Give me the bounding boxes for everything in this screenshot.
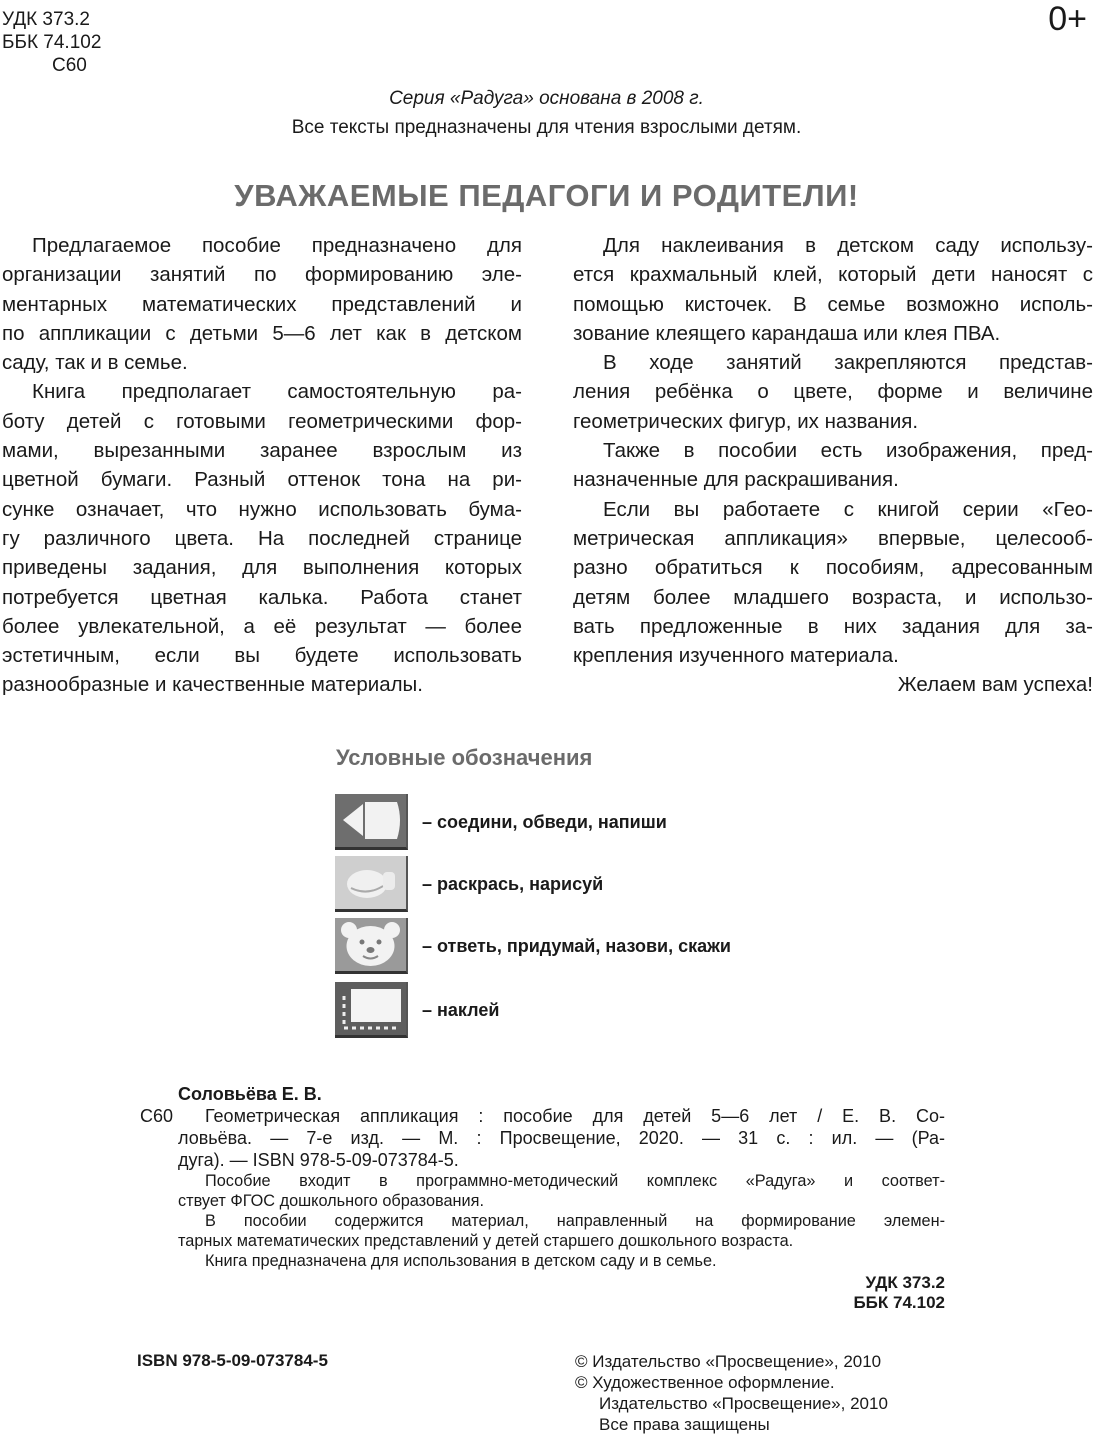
text-line: организации занятий по формированию эле- xyxy=(2,263,522,287)
paragraph xyxy=(2,231,522,377)
text-line: зование клеящего карандаша или клея ПВА. xyxy=(573,321,1001,345)
text-line: разно обратиться к пособиям, адресованным xyxy=(573,556,1093,580)
paragraph xyxy=(2,377,522,699)
author-mark: С60 xyxy=(140,1106,174,1126)
text-line: мами, вырезанными заранее взрослым из xyxy=(2,439,522,463)
legend-title: Условные обозначения xyxy=(336,745,593,770)
legend-item xyxy=(335,982,499,1038)
text-line: ментарных математических представлений и xyxy=(2,292,522,316)
annotation-line: Пособие входит в программно-методический комплекс «Радуга» и соответ- xyxy=(205,1172,945,1190)
text-line: приведены задания, для выполнения которых xyxy=(2,556,522,580)
text-line: по аппликации с детьми 5—6 лет как в детском xyxy=(2,321,522,345)
text-line: более увлекательной, а её результат — более xyxy=(2,614,522,638)
text-line: саду, так и в семье. xyxy=(2,351,188,375)
annotation-line: тарных математических представлений у детей старшего дошкольного возраста. xyxy=(178,1232,794,1250)
bib-line: ловьёва. — 7-е изд. — М. : Просвещение, 2020. — 31 с. : ил. — (Ра- xyxy=(178,1128,945,1148)
text-line: помощью кисточек. В семье возможно исполь- xyxy=(573,292,1093,316)
text-line: крепления изученного материала. xyxy=(573,644,899,668)
legend-label: – раскрась, нарисуй xyxy=(422,873,604,894)
paragraph xyxy=(573,348,1093,436)
annotation-line: ствует ФГОС дошкольного образования. xyxy=(178,1192,484,1210)
text-line: метрическая аппликация» впервые, целесооб- xyxy=(573,526,1093,550)
text-line: ется крахмальный клей, который дети наносят с xyxy=(573,263,1093,287)
bib-line: Геометрическая аппликация : пособие для детей 5—6 лет / Е. В. Со- xyxy=(205,1106,945,1126)
sticker-icon xyxy=(335,982,408,1038)
paragraph xyxy=(573,495,1093,671)
paint-palette-icon xyxy=(335,856,408,912)
udk-code: УДК 373.2 xyxy=(865,1273,945,1292)
annotation xyxy=(140,1171,945,1271)
bbk-code: ББК 74.102 xyxy=(2,32,102,53)
copyright-line: Издательство «Просвещение», 2010 xyxy=(599,1394,888,1413)
text-line: разнообразные и качественные материалы. xyxy=(2,673,423,697)
text-line: назначенные для раскрашивания. xyxy=(573,468,899,492)
bib-codes xyxy=(140,1273,945,1313)
text-line: потребуется цветная калька. Работа станет xyxy=(2,585,522,609)
legend-label: – наклей xyxy=(422,999,500,1020)
text-line: вать предложенные в них задания для за- xyxy=(573,614,1093,638)
text-line: сунке означает, что нужно использовать бума- xyxy=(2,497,522,521)
signoff: Желаем вам успеха! xyxy=(897,673,1093,697)
reading-note: Все тексты предназначены для чтения взрослыми детям. xyxy=(291,117,802,138)
text-line: В ходе занятий закрепляются представ- xyxy=(603,351,1093,375)
legend-item xyxy=(335,794,667,850)
text-line: боту детей с готовыми геометрическими фор- xyxy=(2,409,522,433)
bib-line: дуга). — ISBN 978-5-09-073784-5. xyxy=(178,1150,459,1170)
right-column xyxy=(573,231,1093,700)
legend-item xyxy=(335,918,731,974)
copyright-line: © Издательство «Просвещение», 2010 xyxy=(575,1352,882,1371)
copyright-line: Все права защищены xyxy=(599,1415,770,1434)
author-mark: С60 xyxy=(52,55,87,76)
bear-face-icon xyxy=(335,918,408,974)
text-line: ления ребёнка о цвете, форме и величине xyxy=(573,380,1093,404)
copyright-line: © Художественное оформление. xyxy=(575,1373,835,1392)
text-line: геометрических фигур, их названия. xyxy=(573,409,919,433)
text-line: Для наклеивания в детском саду использу- xyxy=(603,234,1093,257)
left-column xyxy=(2,231,522,700)
classification-codes xyxy=(2,8,101,77)
annotation-line: Книга предназначена для использования в детском саду и в семье. xyxy=(205,1252,717,1270)
age-rating: 0+ xyxy=(1048,0,1087,38)
text-line: эстетичным, если вы будете использовать xyxy=(2,644,522,668)
paragraph xyxy=(573,436,1093,495)
author-name: Соловьёва Е. В. xyxy=(178,1084,322,1104)
series-line: Серия «Радуга» основана в 2008 г. xyxy=(389,88,704,109)
page-title: УВАЖАЕМЫЕ ПЕДАГОГИ И РОДИТЕЛИ! xyxy=(234,178,859,213)
legend-label: – соедини, обведи, напиши xyxy=(422,811,667,832)
text-line: Также в пособии есть изображения, пред- xyxy=(603,439,1093,463)
series-info xyxy=(0,84,1093,142)
text-line: Книга предполагает самостоятельную ра- xyxy=(32,380,522,404)
isbn: ISBN 978-5-09-073784-5 xyxy=(137,1351,328,1370)
annotation-line: В пособии содержится материал, направленный на формирование элемен- xyxy=(205,1212,945,1230)
text-line: Если вы работаете с книгой серии «Гео- xyxy=(603,497,1093,521)
text-line: Предлагаемое пособие предназначено для xyxy=(32,234,522,257)
copyright xyxy=(575,1351,888,1435)
text-line: детям более младшего возраста, и использо- xyxy=(573,585,1093,609)
text-line: цветной бумаги. Разный оттенок тона на ри- xyxy=(2,468,522,492)
bbk-code: ББК 74.102 xyxy=(853,1293,945,1312)
text-line: гу различного цвета. На последней странице xyxy=(2,526,522,550)
pencil-icon xyxy=(335,794,408,850)
bibliographic-record xyxy=(140,1083,945,1313)
paragraph xyxy=(573,231,1093,348)
legend-label: – ответь, придумай, назови, скажи xyxy=(422,935,731,956)
udk-code: УДК 373.2 xyxy=(2,9,90,30)
legend-item xyxy=(335,856,603,912)
